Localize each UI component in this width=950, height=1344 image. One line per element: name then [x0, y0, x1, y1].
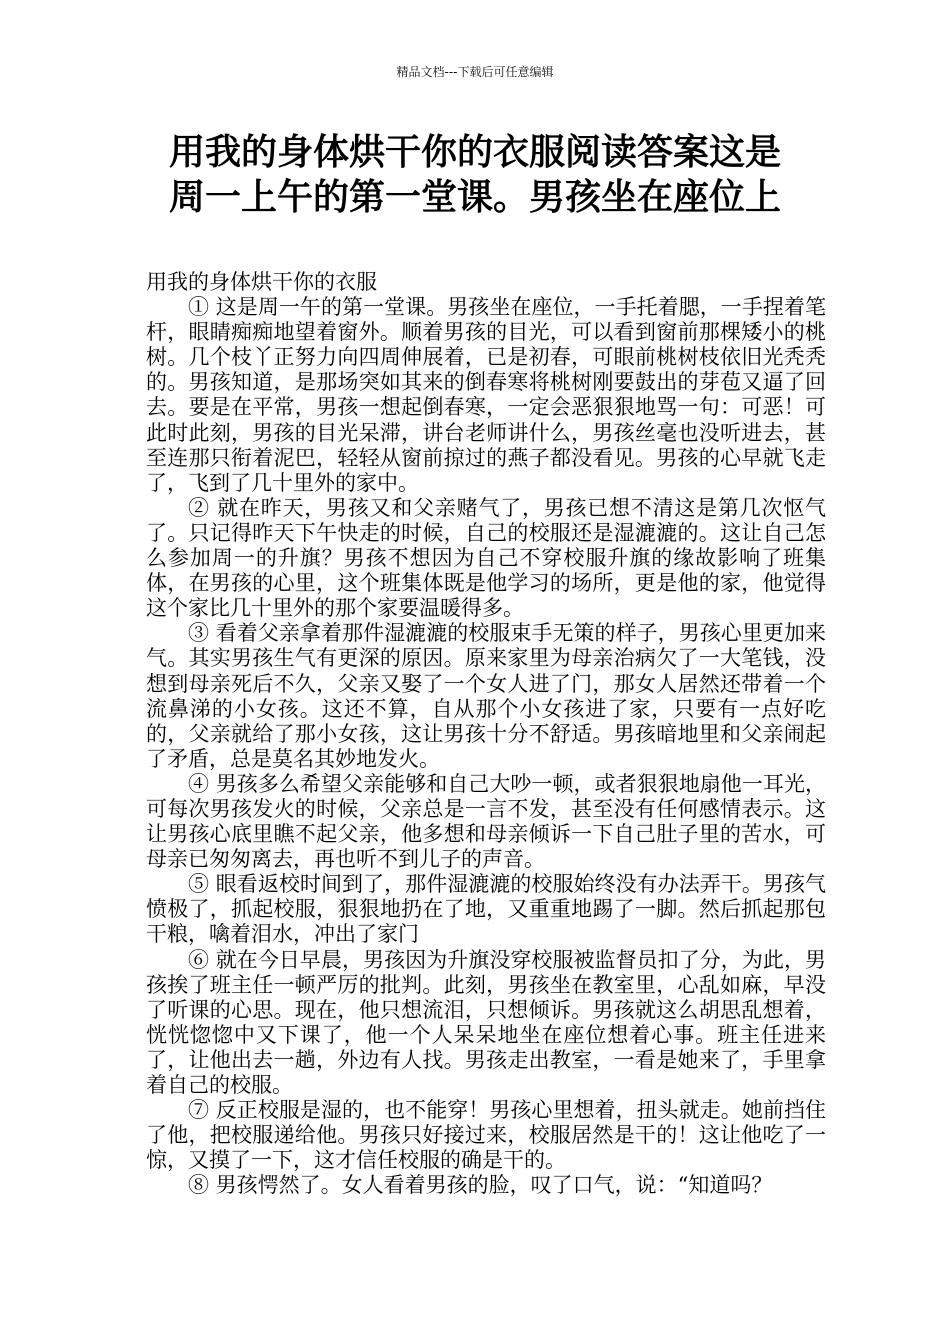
paragraph-7: ⑦ 反正校服是湿的，也不能穿！男孩心里想着，扭头就走。她前挡住了他，把校服递给他。男孩只好接过来，校服居然是干的！这让他吃了一惊，又摸了一下，这才信任校服的确是干的。	[146, 1098, 826, 1173]
paragraph-8: ⑧ 男孩愕然了。女人看着男孩的脸，叹了口气，说：“知道吗？	[188, 1173, 773, 1198]
paragraph-3: ③ 看着父亲拿着那件湿漉漉的校服束手无策的样子，男孩心里更加来气。其实男孩生气有更深的原因。原来家里为母亲治病欠了一大笔钱，没想到母亲死后不久，父亲又娶了一个女人进了门，那女人居然还带着一个流鼻涕的小女孩。这还不算，自从那个小女孩进了家，只要有一点好吃的，父亲就给了那小女孩，这让男孩十分不舒适。男孩暗地里和父亲闹起了矛盾，总是莫名其妙地发火。	[146, 621, 826, 771]
title-line-2: 周一上午的第一堂课。男孩坐在座位上	[168, 177, 781, 218]
article-body	[146, 270, 826, 1198]
article-heading: 用我的身体烘干你的衣服	[146, 270, 377, 294]
document-title	[120, 130, 830, 220]
title-line-1: 用我的身体烘干你的衣服阅读答案这是	[168, 132, 781, 173]
page-header: 精品文档---下载后可任意编辑	[396, 65, 554, 79]
paragraph-4: ④ 男孩多么希望父亲能够和自己大吵一顿，或者狠狠地扇他一耳光，可每次男孩发火的时候，父亲总是一言不发，甚至没有任何感情表示。这让男孩心底里瞧不起父亲，他多想和母亲倾诉一下自己肚子里的苦水，可母亲已匆匆离去，再也听不到儿子的声音。	[146, 771, 826, 872]
paragraph-1: ① 这是周一午的第一堂课。男孩坐在座位，一手托着腮，一手捏着笔杆，眼睛痴痴地望着窗外。顺着男孩的目光，可以看到窗前那棵矮小的桃树。几个枝丫正努力向四周伸展着，已是初春，可眼前桃树枝依旧光秃秃的。男孩知道，是那场突如其来的倒春寒将桃树刚要鼓出的芽苞又逼了回去。要是在平常，男孩一想起倒春寒，一定会恶狠狠地骂一句：可恶！可此时此刻，男孩的目光呆滞，讲台老师讲什么，男孩丝毫也没听进去，甚至连那只衔着泥巴，轻轻从窗前掠过的燕子都没看见。男孩的心早就飞走了，飞到了几十里外的家中。	[146, 295, 826, 495]
paragraph-2: ② 就在昨天，男孩又和父亲赌气了，男孩已想不清这是第几次怄气了。只记得昨天下午快走的时候，自己的校服还是湿漉漉的。这让自己怎么参加周一的升旗？男孩不想因为自己不穿校服升旗的缘故影响了班集体，在男孩的心里，这个班集体既是他学习的场所，更是他的家，他觉得这个家比几十里外的那个家要温暖得多。	[146, 495, 826, 621]
paragraph-6: ⑥ 就在今日早晨，男孩因为升旗没穿校服被监督员扣了分，为此，男孩挨了班主任一顿严厉的批判。此刻，男孩坐在教室里，心乱如麻，早没了听课的心思。现在，他只想流泪，只想倾诉。男孩就这么胡思乱想着，恍恍惚惚中又下课了，他一个人呆呆地坐在座位想着心事。班主任进来了，让他出去一趟，外边有人找。男孩走出教室，一看是她来了，手里拿着自己的校服。	[146, 947, 826, 1097]
paragraph-5: ⑤ 眼看返校时间到了，那件湿漉漉的校服始终没有办法弄干。男孩气愤极了，抓起校服，狠狠地扔在了地，又重重地踢了一脚。然后抓起那包干粮，噙着泪水，冲出了家门	[146, 872, 826, 947]
